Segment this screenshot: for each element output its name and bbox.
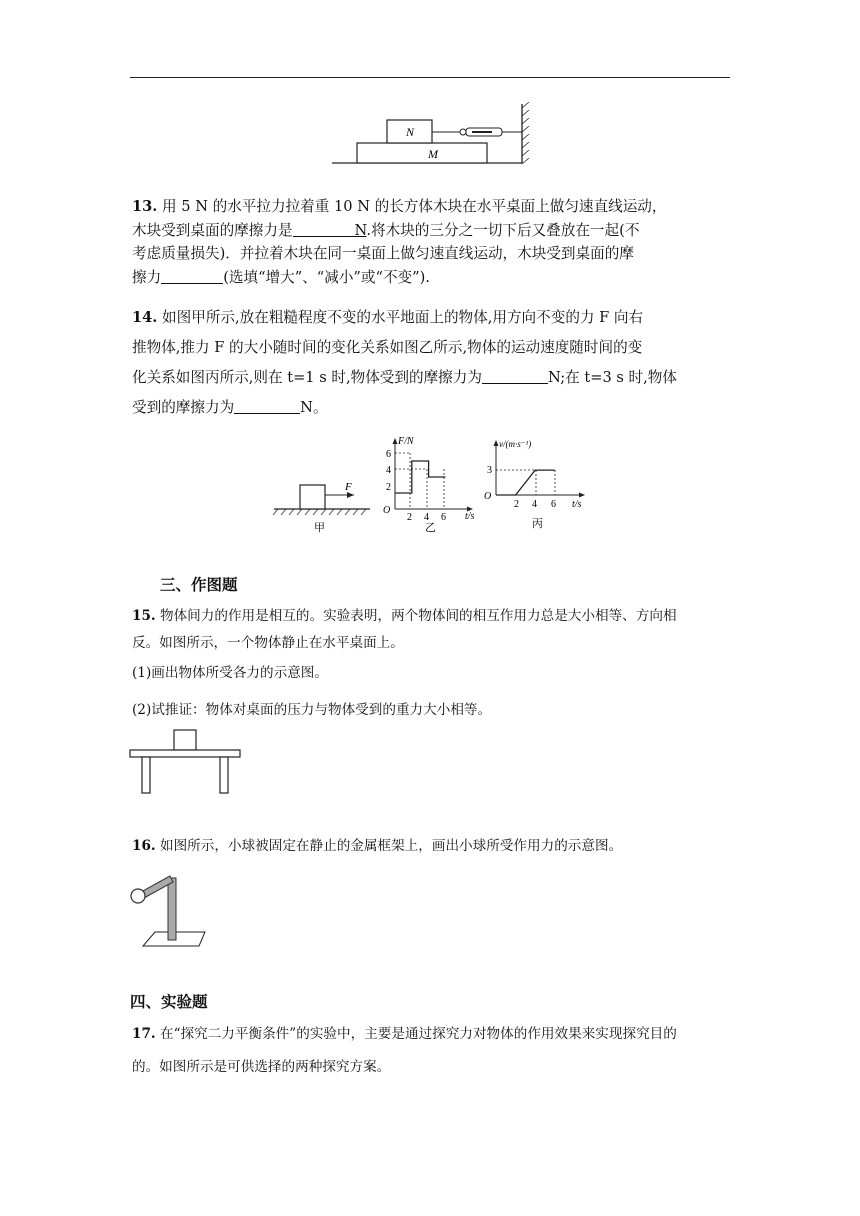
question-17 [132, 1018, 732, 1084]
section-4-heading: 四、实验题 [130, 993, 208, 1011]
question-13 [132, 195, 732, 289]
q13-line-2a: 木块受到桌面的摩擦力是 [132, 221, 293, 239]
f-tick-6: 6 [386, 449, 391, 460]
figure-bing-caption: 丙 [532, 518, 543, 530]
q15-line-2: 反。如图所示，一个物体静止在水平桌面上。 [132, 635, 404, 651]
figure-bing [484, 439, 585, 530]
question-14 [132, 303, 732, 423]
f-tick-2: 2 [386, 482, 391, 493]
q13-line-2c: .将木块的三分之一切下后又叠放在一起(不 [366, 221, 640, 239]
q13-line-4b: (选填“增大”、“减小”或“不变”). [223, 268, 430, 286]
figure-jia [273, 481, 370, 534]
origin-label: O [484, 491, 492, 502]
question-16 [132, 840, 732, 854]
figure-15-table [128, 728, 243, 796]
t-tick-4: 4 [424, 512, 429, 523]
block-n-label: N [406, 125, 415, 139]
q14-line-4b: N。 [300, 399, 328, 416]
header-rule [130, 77, 730, 78]
q16-line-1: 如图所示，小球被固定在静止的金属框架上，画出小球所受作用力的示意图。 [159, 838, 623, 854]
question-15-number: 15. [132, 608, 156, 624]
q13-line-1: 用 5 N 的水平拉力拉着重 10 N 的长方体木块在水平桌面上做匀速直线运动， [162, 198, 667, 215]
t-tick-2: 2 [407, 512, 412, 523]
q17-line-1: 在“探究二力平衡条件”的实验中，主要是通过探究力对物体的作用效果来实现探究目的 [159, 1026, 677, 1042]
q14-line-3b: N;在 t=3 s 时,物体 [547, 369, 677, 386]
f-tick-4: 4 [386, 465, 391, 476]
v-axis-label: v/(m·s⁻¹) [499, 439, 532, 449]
block-m-label: M [428, 147, 438, 161]
t-tick-6: 6 [551, 499, 556, 510]
v-series-line [496, 470, 555, 495]
t-tick-4: 4 [532, 499, 537, 510]
question-13-number: 13. [132, 198, 158, 215]
f-series-line [395, 461, 445, 493]
f-axis-label: F/N [398, 436, 414, 447]
question-15 [132, 603, 732, 657]
question-16-number: 16. [132, 838, 156, 854]
t-axis-label: t/s [572, 499, 582, 510]
t-tick-2: 2 [514, 499, 519, 510]
q14-line-4a: 受到的摩擦力为 [132, 399, 235, 416]
q14-line-3a: 化关系如图丙所示,则在 t=1 s 时,物体受到的摩擦力为 [132, 369, 482, 386]
q17-line-2: 的。如图所示是可供选择的两种探究方案。 [132, 1059, 391, 1075]
v-tick-3: 3 [487, 465, 492, 476]
q13-line-4a: 擦力 [132, 268, 162, 286]
q13-line-3: 考虑质量损失)．并拉着木块在同一桌面上做匀速直线运动，木块受到桌面的摩 [132, 245, 634, 262]
figure-14 [270, 435, 600, 535]
block-m [357, 143, 487, 163]
force-f-label: F [345, 481, 352, 493]
q14-line-1: 如图甲所示,放在粗糙程度不变的水平地面上的物体,用方向不变的力 F 向右 [162, 309, 644, 326]
t-axis-label: t/s [465, 511, 475, 522]
answer-blank[interactable] [293, 222, 355, 237]
q13-unit: N [354, 221, 367, 239]
answer-blank[interactable] [161, 269, 223, 284]
q15-line-1: 物体间力的作用是相互的。实验表明，两个物体间的相互作用力总是大小相等、方向相 [159, 608, 677, 624]
figure-16-frame [125, 870, 215, 955]
t-tick-6: 6 [441, 512, 446, 523]
q14-line-2: 推物体,推力 F 的大小随时间的变化关系如图乙所示,物体的运动速度随时间的变 [132, 339, 643, 356]
q15-part-2: (2)试推证：物体对桌面的压力与物体受到的重力大小相等。 [132, 702, 492, 718]
figure-jia-caption: 甲 [314, 522, 325, 534]
answer-blank[interactable] [482, 369, 548, 384]
figure-yi-caption: 乙 [425, 522, 436, 534]
figure-13 [330, 100, 535, 168]
q15-part-1: (1)画出物体所受各力的示意图。 [132, 665, 328, 681]
section-3-heading: 三、作图题 [160, 576, 238, 594]
question-14-number: 14. [132, 309, 158, 326]
origin-label: O [383, 505, 391, 516]
figure-yi [383, 436, 475, 534]
answer-blank[interactable] [234, 399, 300, 414]
question-17-number: 17. [132, 1026, 156, 1042]
